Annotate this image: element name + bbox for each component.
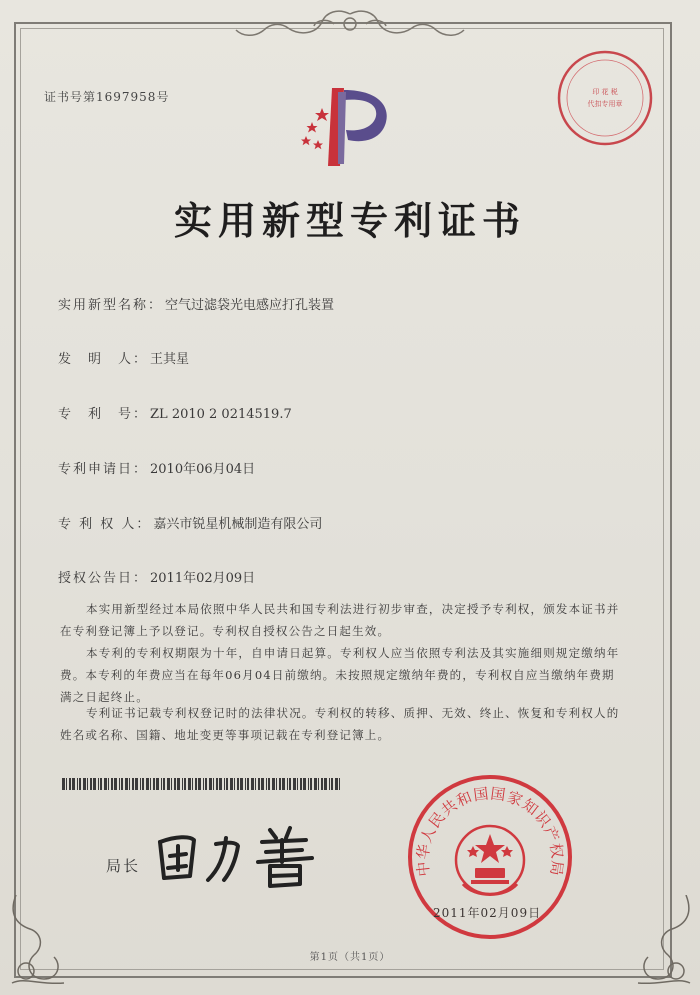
seal-date: 2011年02月09日 [433, 906, 542, 920]
field-label: 实用新型名称： [58, 298, 164, 313]
body-paragraph: 本专利的专利权期限为十年，自申请日起算。专利权人应当依照专利法及其实施细则规定缴纳年费。本专利的年费应当在每年06月04日前缴纳。未按照规定缴纳年费的，专利权自应当缴纳年费期满之日起终止。 [60, 646, 620, 704]
top-ornament-icon [230, 6, 470, 46]
svg-text:代扣专用章: 代扣专用章 [587, 100, 623, 108]
field-utility-model-name [58, 294, 334, 313]
field-label: 专 利 权 人： [58, 517, 152, 532]
field-label: 专利申请日： [58, 462, 149, 477]
certificate-title: 实用新型专利证书 [173, 198, 526, 243]
field-label: 授权公告日： [58, 571, 149, 586]
patent-office-logo-icon [282, 78, 402, 173]
field-label: 专 利 号： [58, 407, 149, 422]
director-signature [150, 820, 330, 890]
field-value: ZL 2010 2 0214519.7 [150, 407, 292, 422]
field-value: 嘉兴市锐星机械制造有限公司 [153, 517, 323, 532]
bottom-right-ornament-icon [628, 895, 698, 990]
certificate-number: 证书号第1697958号 [44, 90, 170, 104]
body-paragraph: 专利证书记载专利权登记时的法律状况。专利权的转移、质押、无效、终止、恢复和专利权人的姓名或名称、国籍、地址变更等事项记载在专利登记簿上。 [60, 706, 620, 742]
field-value: 2011年02月09日 [150, 571, 256, 586]
seal-text: 中华人民共和国国家知识产权局 [413, 784, 567, 878]
field-grant-date [58, 567, 255, 586]
director-label: 局长 [106, 857, 141, 875]
field-patent-number [58, 403, 292, 422]
barcode-icon [62, 778, 342, 790]
agency-seal-icon [555, 48, 655, 148]
bottom-left-ornament-icon [4, 895, 74, 990]
field-label: 发 明 人： [58, 352, 149, 367]
field-inventor [58, 348, 189, 367]
field-value: 2010年06月04日 [150, 462, 256, 477]
field-patentee [58, 513, 322, 532]
body-paragraph: 本实用新型经过本局依照中华人民共和国专利法进行初步审查，决定授予专利权，颁发本证书并在专利登记簿上予以登记。专利权自授权公告之日起生效。 [60, 602, 620, 638]
field-value: 王其星 [150, 352, 190, 367]
field-application-date [58, 458, 255, 477]
field-value: 空气过滤袋光电感应打孔装置 [165, 298, 335, 313]
page-number: 第1页（共1页） [309, 952, 391, 963]
svg-text:印 花 税: 印 花 税 [592, 88, 618, 96]
